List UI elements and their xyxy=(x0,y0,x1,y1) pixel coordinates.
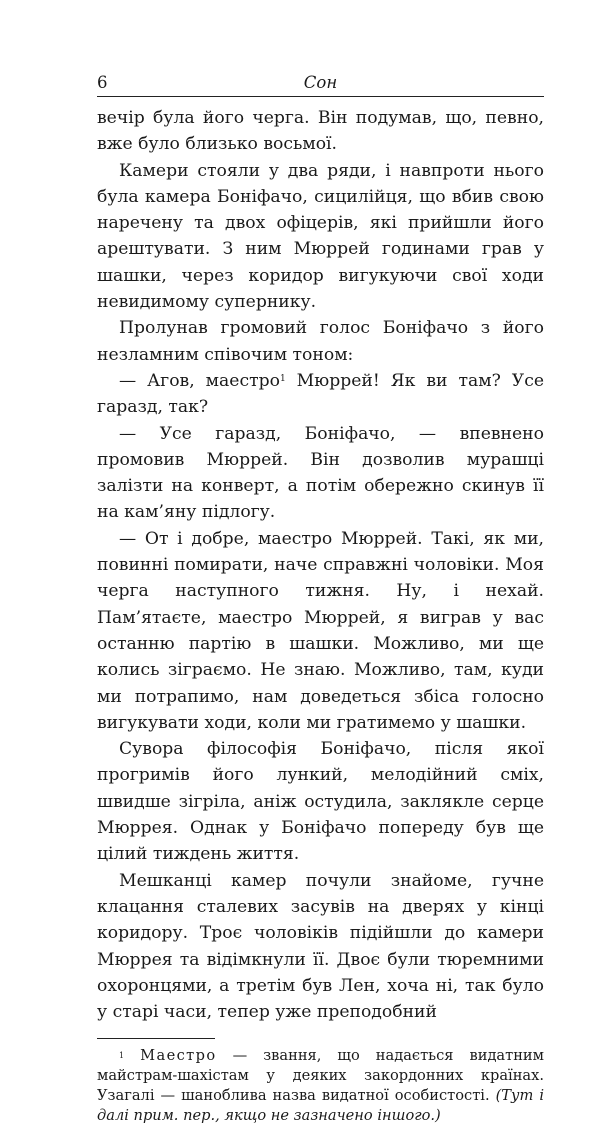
page-header xyxy=(97,72,544,97)
footnote-reference[interactable]: 1 xyxy=(279,373,286,384)
paragraph: Пролунав громовий голос Боніфачо з його незламним співочим тоном: xyxy=(97,318,544,365)
paragraph-text: Мюррей! Як ви там? Усе гаразд, так? xyxy=(97,370,544,418)
paragraph: — Усе гаразд, Боніфачо, — впевнено промовив Мюррей. Він дозволив мурашці залізти на конверт, а потім обережно скинув її на кам’яну підлогу. xyxy=(97,423,544,523)
paragraph: Мешканці камер почули знайоме, гучне клацання сталевих засувів на дверях у кінці коридору. Троє чоловіків підійшли до камери Мюррея та відімкнули її. Двоє були тюремними охоронцями, а третім був Лен, хоча ні, так було у старі часи, тепер уже преподобний xyxy=(97,870,544,1023)
body-text xyxy=(97,105,544,1025)
paragraph: Камери стояли у два ряди, і навпроти нього була камера Боніфачо, сицилійця, що вбив свою наречену та двох офіцерів, які прийшли його арештувати. З ним Мюррей годинами грав у шашки, через коридор вигукуючи свої ходи невидимому супернику. xyxy=(97,160,544,313)
footnote xyxy=(97,1046,544,1126)
footnote-number: 1 xyxy=(119,1051,125,1061)
running-title: Сон xyxy=(303,73,338,92)
paragraph xyxy=(97,368,544,421)
footnote-divider xyxy=(97,1038,215,1039)
page-number: 6 xyxy=(97,73,108,92)
paragraph: — От і добре, маестро Мюррей. Такі, як ми, повинні помирати, наче справжні чоловіки. Моя черга наступного тижня. Ну, і нехай. Пам’ятаєте, маестро Мюррей, я виграв у вас останню партію в шашки. Можливо, ми ще колись зіграємо. Не знаю. Можливо, там, куди ми потрапимо, нам доведеться збіса голосно вигукувати ходи, коли ми гратимемо у шашки. xyxy=(97,528,544,733)
translator-note: (Тут і далі прим. пер., якщо не зазначено іншого.) xyxy=(97,1087,544,1125)
paragraph: вечір була його черга. Він подумав, що, певно, вже було близько восьмої. xyxy=(97,108,544,155)
book-page xyxy=(97,72,544,1126)
footnote-term: Маестро xyxy=(140,1047,217,1065)
paragraph-text: — Агов, маестро xyxy=(119,370,280,391)
footnote-definition: — звання, що надається видатним майстрам-шахістам у деяких закордонних країнах. Узагалі — шаноблива назва видатної особистості. xyxy=(97,1047,545,1105)
paragraph: Сувора філософія Боніфачо, після якої прогримів його лункий, мелодійний сміх, швидше зігріла, аніж остудила, заклякле серце Мюррея. Однак у Боніфачо попереду був ще цілий тиждень життя. xyxy=(97,739,544,865)
